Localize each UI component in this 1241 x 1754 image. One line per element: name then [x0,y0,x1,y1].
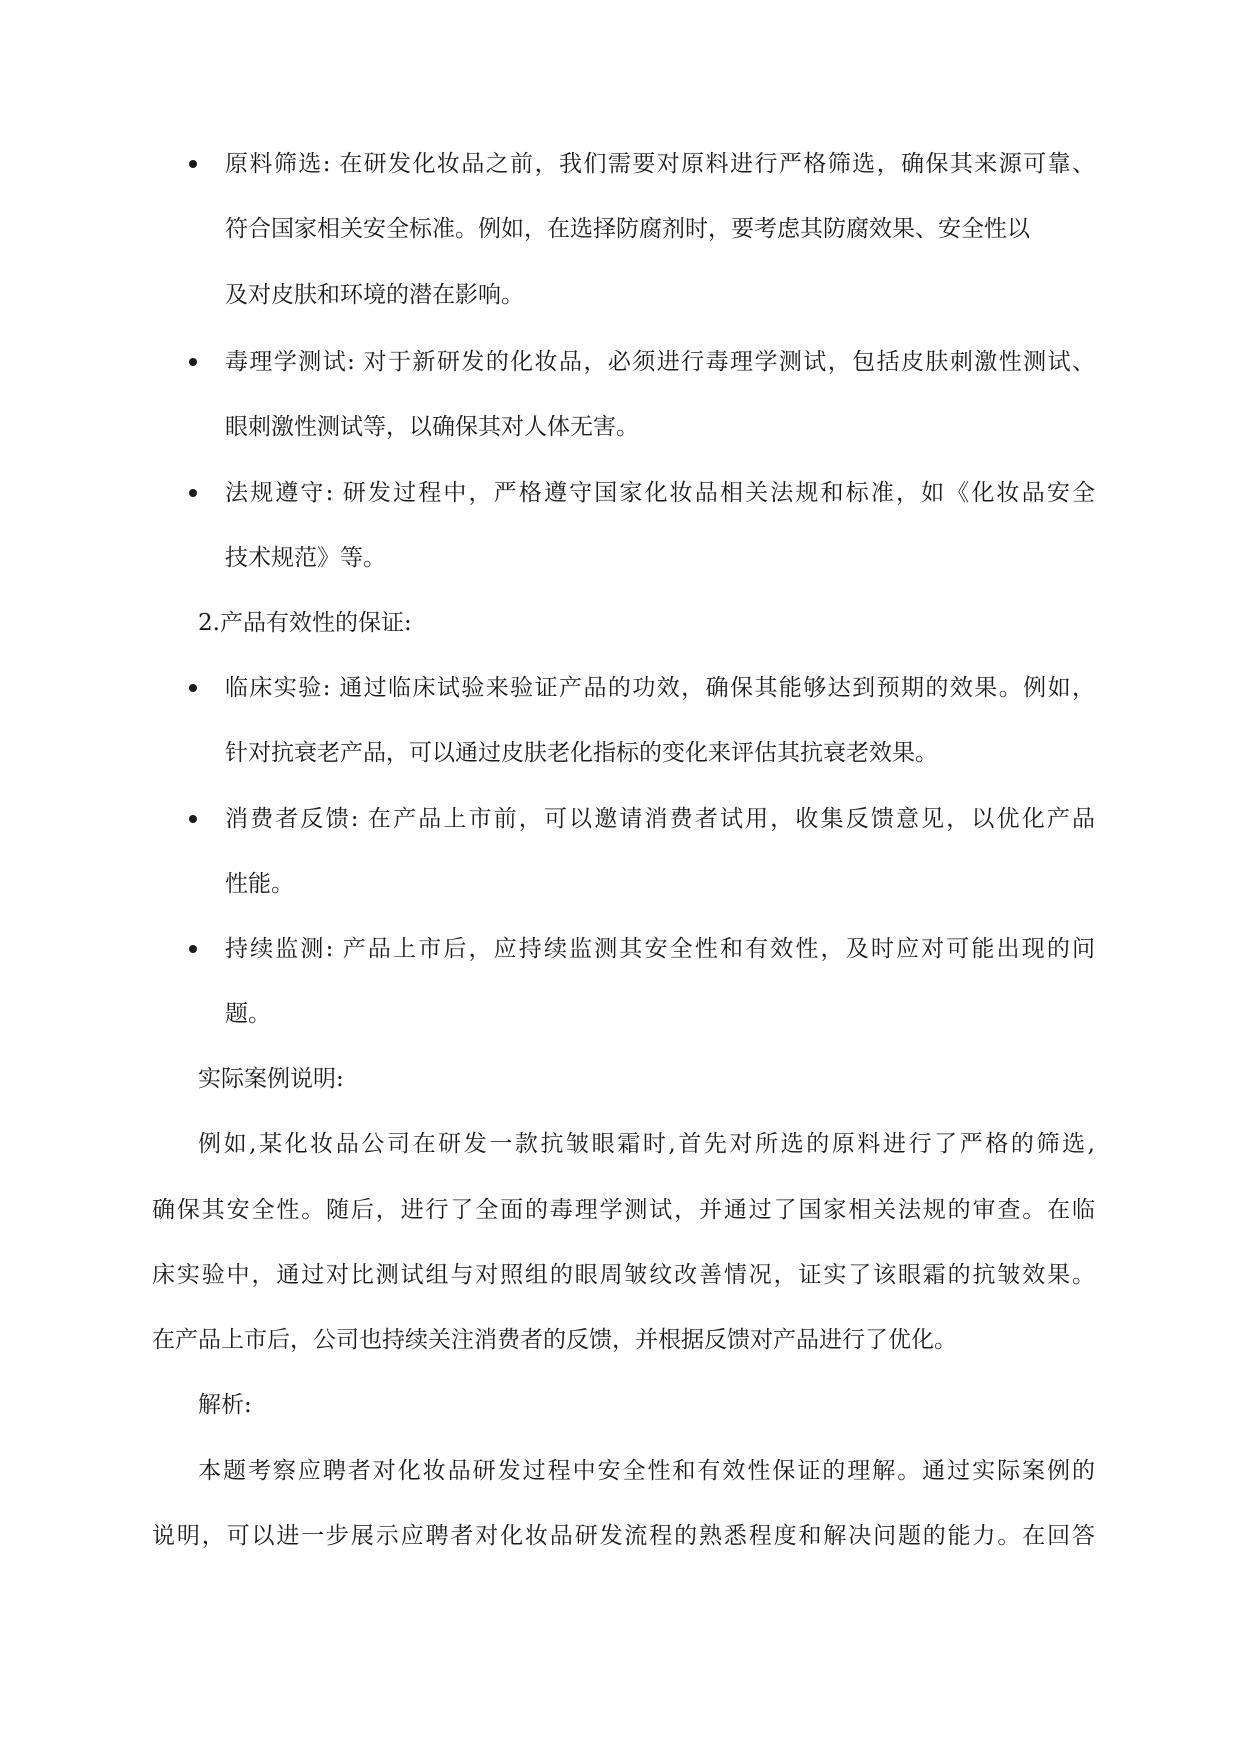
bullet-icon [189,358,197,366]
bullet-icon [189,684,197,692]
list-item-text: 及对皮肤和环境的潜在影响。 [225,282,524,308]
paragraph-line: 确保其安全性。随后，进行了全面的毒理学测试，并通过了国家相关法规的审查。在临 [152,1197,1095,1223]
paragraph-line: 例如,某化妆品公司在研发一款抗皱眼霜时,首先对所选的原料进行了严格的筛选, [198,1131,1095,1157]
bullet-icon [189,489,197,497]
list-item-text: 技术规范》等。 [225,545,386,571]
paragraph-line: 本题考察应聘者对化妆品研发过程中安全性和有效性保证的理解。通过实际案例的 [198,1458,1095,1484]
bullet-icon [189,160,197,168]
list-item-text: 眼刺激性测试等，以确保其对人体无害。 [225,414,639,440]
list-item-text: 性能。 [225,871,294,897]
list-item-text: 法规遵守: 研发过程中，严格遵守国家化妆品相关法规和标准，如《化妆品安全 [225,480,1095,506]
list-item-text: 消费者反馈: 在产品上市前，可以邀请消费者试用，收集反馈意见，以优化产品 [225,806,1095,832]
list-item-text: 题。 [225,1001,271,1027]
list-item-text: 临床实验: 通过临床试验来验证产品的功效，确保其能够达到预期的效果。例如， [225,675,1095,701]
list-item-text: 针对抗衰老产品，可以通过皮肤老化指标的变化来评估其抗衰老效果。 [225,740,938,766]
list-item-text: 毒理学测试: 对于新研发的化妆品，必须进行毒理学测试，包括皮肤刺激性测试、 [225,349,1095,375]
paragraph-line: 说明，可以进一步展示应聘者对化妆品研发流程的熟悉程度和解决问题的能力。在回答 [152,1523,1095,1549]
paragraph-line: 床实验中，通过对比测试组与对照组的眼周皱纹改善情况，证实了该眼霜的抗皱效果。 [152,1262,1095,1288]
list-item-text: 符合国家相关安全标准。例如，在选择防腐剂时，要考虑其防腐效果、安全性以 [225,216,1030,242]
bullet-icon [189,815,197,823]
analysis-heading: 解析: [198,1392,252,1418]
paragraph-line: 在产品上市后，公司也持续关注消费者的反馈，并根据反馈对产品进行了优化。 [152,1327,957,1353]
case-heading: 实际案例说明: [198,1066,344,1092]
list-item-text: 持续监测: 产品上市后，应持续监测其安全性和有效性，及时应对可能出现的问 [225,936,1095,962]
list-item-text: 原料筛选: 在研发化妆品之前，我们需要对原料进行严格筛选，确保其来源可靠、 [225,151,1095,177]
section-heading: 2.产品有效性的保证: [198,610,412,636]
bullet-icon [189,945,197,953]
